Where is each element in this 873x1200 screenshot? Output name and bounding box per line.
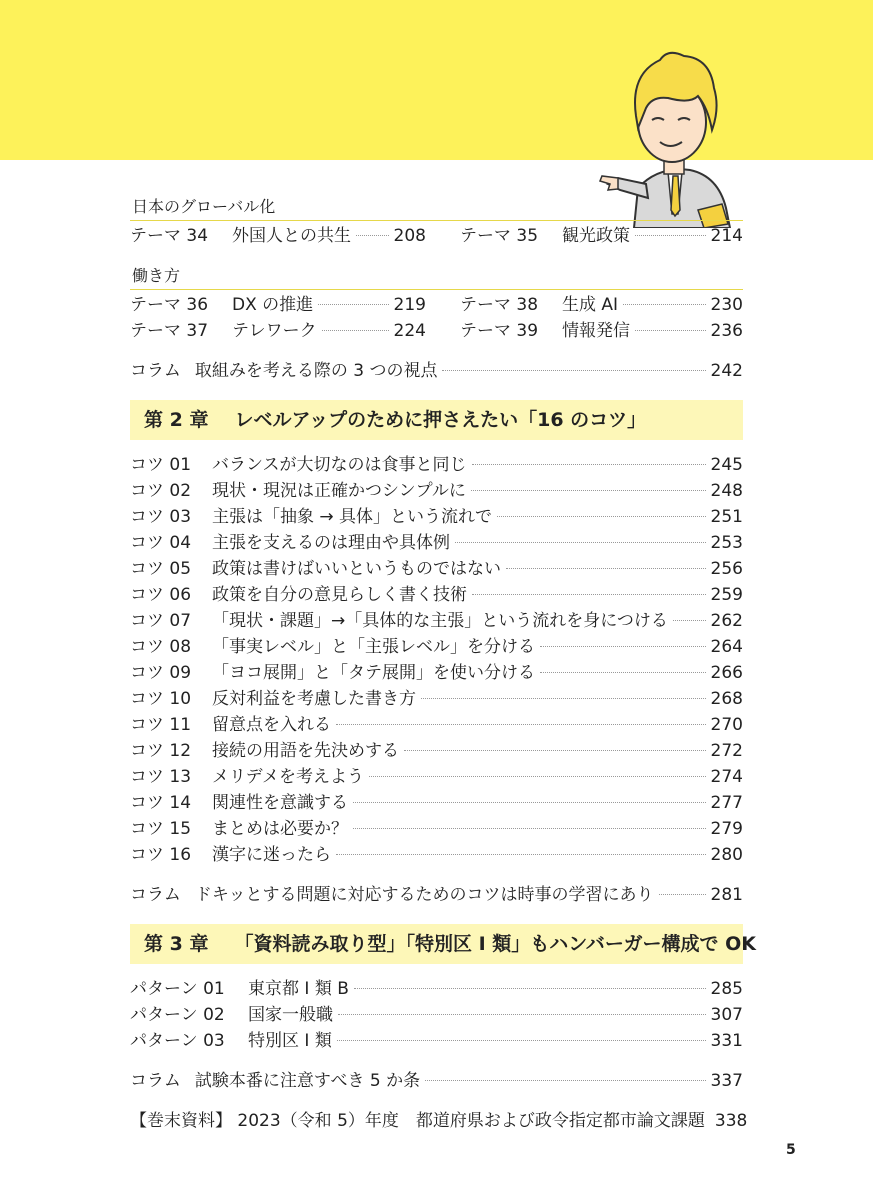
entry-page: 219 [393, 295, 426, 315]
entry-page: 266 [710, 663, 743, 683]
entry-label: コラム [130, 885, 181, 905]
entry-title: 関連性を意識する [212, 793, 348, 813]
chapter-2-list [130, 452, 743, 868]
entry-label: コツ 15 [130, 819, 192, 839]
leader-dots [404, 750, 706, 751]
entry-page: 230 [710, 295, 743, 315]
leader-dots [673, 620, 706, 621]
entry-page: 251 [710, 507, 743, 527]
leader-dots [353, 802, 706, 803]
entry-page: 208 [393, 226, 426, 246]
section-heading: 日本のグローバル化 [130, 194, 743, 221]
leader-dots [659, 894, 706, 895]
entry-title: 外国人との共生 [232, 226, 351, 246]
toc-entry[interactable] [130, 1002, 743, 1028]
leader-dots [337, 1040, 706, 1041]
entry-label: コツ 02 [130, 481, 192, 501]
leader-dots [471, 490, 706, 491]
entry-label: コラム [130, 1071, 181, 1091]
entry-title: 試験本番に注意すべき 5 か条 [194, 1071, 421, 1091]
entry-title: 留意点を入れる [212, 715, 331, 735]
entry-title: 生成 AI [562, 295, 619, 315]
entry-page: 242 [710, 361, 743, 381]
entry-page: 331 [710, 1031, 743, 1051]
toc-entry[interactable] [130, 504, 743, 530]
toc-entry[interactable] [460, 318, 743, 344]
entry-label: パターン 02 [130, 1005, 225, 1025]
entry-label: テーマ 35 [460, 226, 539, 246]
leader-dots [623, 304, 706, 305]
entry-title: 政策を自分の意見らしく書く技術 [212, 585, 467, 605]
entry-title: 国家一般職 [248, 1005, 333, 1025]
entry-page: 264 [710, 637, 743, 657]
column-entry[interactable] [130, 1068, 743, 1094]
leader-dots [455, 542, 706, 543]
entry-label: コツ 01 [130, 455, 192, 475]
leader-dots [421, 698, 706, 699]
entry-title: 特別区 I 類 [248, 1031, 332, 1051]
toc-entry[interactable] [130, 608, 743, 634]
toc-entry[interactable] [130, 318, 426, 344]
toc-entry[interactable] [130, 712, 743, 738]
entry-title: 「ヨコ展開」と「タテ展開」を使い分ける [212, 663, 535, 683]
section-work-style [130, 263, 743, 344]
chapter-title: 「資料読み取り型」「特別区 I 類」もハンバーガー構成で OK [234, 933, 757, 955]
entry-title: 【巻末資料】 2023（令和 5）年度 都道府県および政令指定都市論文課題 [130, 1111, 705, 1131]
entry-title: バランスが大切なのは食事と同じ [212, 455, 467, 475]
toc-entry[interactable] [130, 738, 743, 764]
entry-label: テーマ 39 [460, 321, 539, 341]
entry-page: 248 [710, 481, 743, 501]
entry-page: 268 [710, 689, 743, 709]
column-entry[interactable] [130, 358, 743, 384]
chapter-3-list [130, 976, 743, 1054]
leader-dots [472, 594, 706, 595]
entry-page: 214 [710, 226, 743, 246]
leader-dots [322, 330, 389, 331]
toc-entry[interactable] [130, 292, 426, 318]
table-of-contents [130, 194, 757, 1134]
entry-label: テーマ 36 [130, 295, 209, 315]
chapter-title: レベルアップのために押さえたい「16 のコツ」 [234, 409, 647, 431]
toc-entry[interactable] [130, 478, 743, 504]
leader-dots [369, 776, 706, 777]
entry-label: コラム [130, 361, 181, 381]
entry-title: 漢字に迷ったら [212, 845, 331, 865]
entry-page: 262 [710, 611, 743, 631]
top-color-band [0, 0, 873, 160]
entry-label: テーマ 34 [130, 226, 209, 246]
entry-label: コツ 13 [130, 767, 192, 787]
entry-label: コツ 10 [130, 689, 192, 709]
toc-entry[interactable] [130, 660, 743, 686]
toc-entry[interactable] [130, 452, 743, 478]
entry-title: 情報発信 [562, 321, 630, 341]
entry-page: 270 [710, 715, 743, 735]
leader-dots [506, 568, 706, 569]
column-entry[interactable] [130, 882, 743, 908]
appendix-entry[interactable] [130, 1108, 748, 1134]
section-heading: 働き方 [130, 263, 743, 290]
entry-label: テーマ 37 [130, 321, 209, 341]
toc-entry[interactable] [130, 976, 743, 1002]
entry-title: 政策は書けばいいというものではない [212, 559, 501, 579]
toc-entry[interactable] [460, 223, 743, 249]
entry-title: ドキッとする問題に対応するためのコツは時事の学習にあり [194, 885, 654, 905]
entry-page: 224 [393, 321, 426, 341]
entry-page: 285 [710, 979, 743, 999]
leader-dots [353, 828, 706, 829]
entry-title: 接続の用語を先決めする [212, 741, 399, 761]
leader-dots [338, 1014, 706, 1015]
entry-title: 取組みを考える際の 3 つの視点 [194, 361, 438, 381]
leader-dots [635, 235, 706, 236]
chapter-3-heading[interactable] [130, 924, 757, 964]
entry-page: 272 [710, 741, 743, 761]
toc-entry[interactable] [130, 686, 743, 712]
entry-label: パターン 03 [130, 1031, 225, 1051]
leader-dots [356, 235, 389, 236]
entry-title: 「事実レベル」と「主張レベル」を分ける [212, 637, 535, 657]
entry-page: 274 [710, 767, 743, 787]
entry-page: 256 [710, 559, 743, 579]
entry-page: 259 [710, 585, 743, 605]
entry-title: 現状・現況は正確かつシンプルに [212, 481, 466, 501]
entry-title: 東京都 I 類 B [248, 979, 349, 999]
entry-label: コツ 16 [130, 845, 192, 865]
leader-dots [336, 724, 706, 725]
leader-dots [336, 854, 706, 855]
entry-page: 307 [710, 1005, 743, 1025]
entry-page: 236 [710, 321, 743, 341]
entry-label: コツ 07 [130, 611, 192, 631]
entry-label: コツ 09 [130, 663, 192, 683]
entry-title: 観光政策 [562, 226, 630, 246]
leader-dots [635, 330, 706, 331]
toc-entry[interactable] [130, 582, 743, 608]
entry-label: パターン 01 [130, 979, 225, 999]
entry-page: 253 [710, 533, 743, 553]
entry-title: 「現状・課題」→「具体的な主張」という流れを身につける [212, 611, 668, 631]
leader-dots [540, 646, 706, 647]
chapter-number: 第 2 章 [144, 409, 209, 431]
entry-label: コツ 04 [130, 533, 192, 553]
leader-dots [318, 304, 388, 305]
leader-dots [497, 516, 705, 517]
leader-dots [354, 988, 706, 989]
toc-entry[interactable] [130, 530, 743, 556]
entry-label: コツ 14 [130, 793, 192, 813]
toc-entry[interactable] [130, 842, 743, 868]
chapter-2-heading[interactable] [130, 400, 743, 440]
entry-page: 277 [710, 793, 743, 813]
entry-title: 主張を支えるのは理由や具体例 [212, 533, 450, 553]
entry-page: 279 [710, 819, 743, 839]
entry-page: 281 [710, 885, 743, 905]
leader-dots [540, 672, 706, 673]
leader-dots [472, 464, 706, 465]
toc-entry[interactable] [130, 790, 743, 816]
entry-page: 280 [710, 845, 743, 865]
leader-dots [425, 1080, 705, 1081]
entry-label: コツ 08 [130, 637, 192, 657]
entry-label: コツ 11 [130, 715, 192, 735]
entry-title: メリデメを考えよう [212, 767, 364, 787]
entry-title: テレワーク [232, 321, 317, 341]
toc-entry[interactable] [130, 223, 426, 249]
toc-entry[interactable] [460, 292, 743, 318]
toc-entry[interactable] [130, 764, 743, 790]
entry-title: 主張は「抽象 → 具体」という流れで [212, 507, 493, 527]
page-number: 5 [786, 1142, 796, 1158]
entry-title: DX の推進 [232, 295, 314, 315]
entry-page: 338 [714, 1111, 748, 1131]
entry-label: コツ 06 [130, 585, 192, 605]
entry-label: コツ 05 [130, 559, 192, 579]
leader-dots [442, 370, 705, 371]
entry-label: コツ 03 [130, 507, 192, 527]
entry-title: まとめは必要か？ [212, 819, 348, 839]
toc-entry[interactable] [130, 816, 743, 842]
toc-entry[interactable] [130, 1028, 743, 1054]
section-globalization [130, 194, 743, 249]
chapter-number: 第 3 章 [144, 933, 209, 955]
entry-title: 反対利益を考慮した書き方 [212, 689, 416, 709]
entry-page: 337 [710, 1071, 743, 1091]
entry-page: 245 [710, 455, 743, 475]
toc-entry[interactable] [130, 634, 743, 660]
entry-label: テーマ 38 [460, 295, 539, 315]
entry-label: コツ 12 [130, 741, 192, 761]
toc-entry[interactable] [130, 556, 743, 582]
